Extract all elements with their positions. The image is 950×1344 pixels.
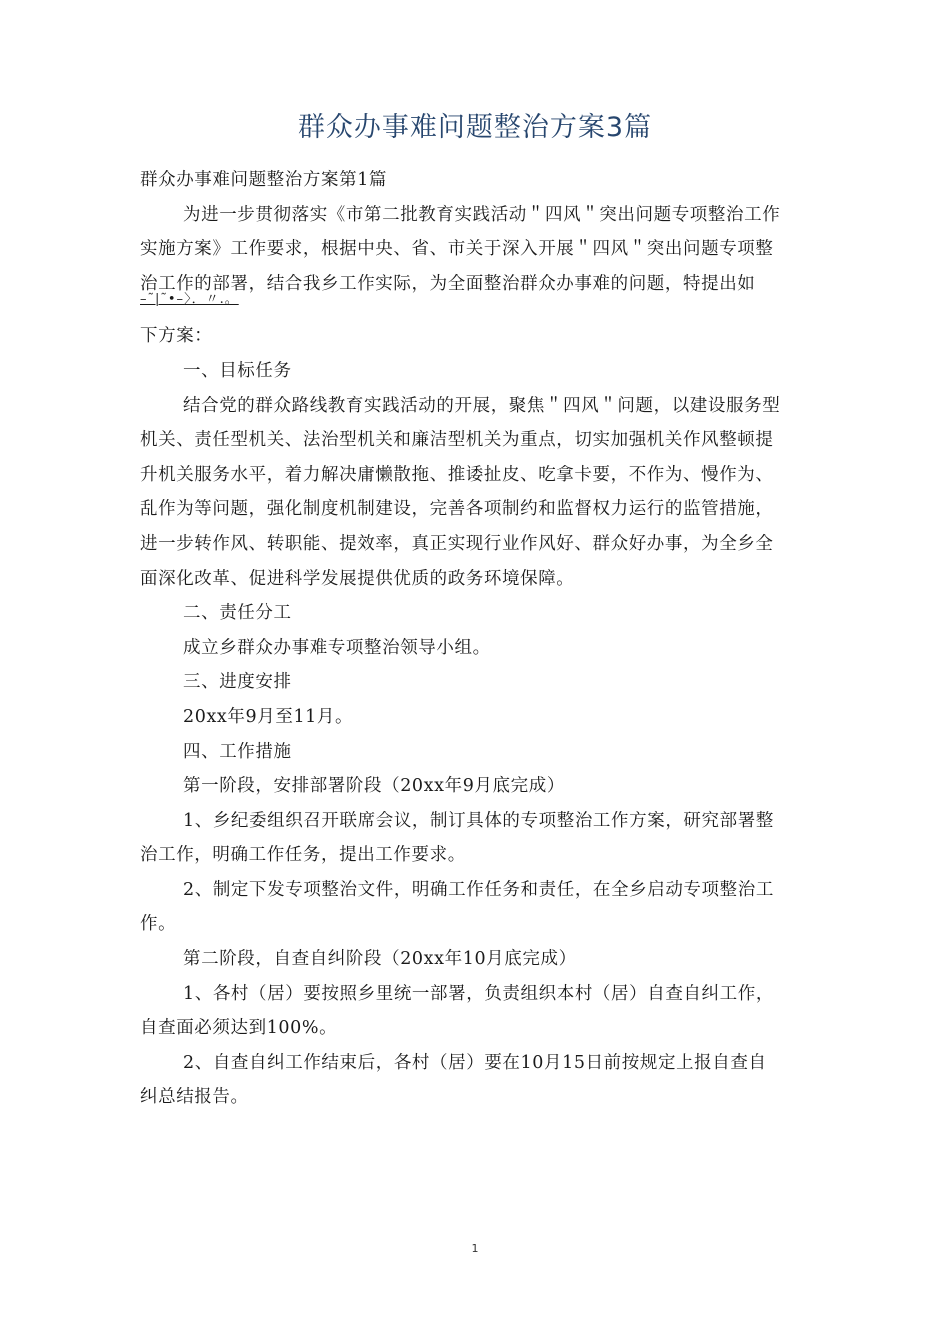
intro-line-1: 为进一步贯彻落实《市第二批教育实践活动＂四风＂突出问题专项整治工作 — [183, 204, 781, 225]
phase-1-item-2-line-2: 作。 — [140, 914, 177, 935]
document-title: 群众办事难问题整治方案3篇 — [297, 112, 653, 143]
phase-2-item-1-line-1: 1、各村（居）要按照乡里统一部署，负责组织本村（居）自查自纠工作， — [183, 983, 774, 1004]
phase-2-item-2-line-1: 2、自查自纠工作结束后，各村（居）要在10月15日前按规定上报自查自 — [183, 1052, 767, 1073]
intro-line-3: 治工作的部署，结合我乡工作实际，为全面整治群众办事难的问题，特提出如 — [140, 273, 756, 294]
phase-1-item-1-line-2: 治工作，明确工作任务，提出工作要求。 — [140, 845, 466, 866]
phase-2-item-1-line-2: 自查面必须达到100%。 — [140, 1018, 338, 1039]
section-heading-measures: 四、工作措施 — [183, 741, 292, 762]
intro-line-2: 实施方案》工作要求，根据中央、省、市关于深入开展＂四风＂突出问题专项整 — [140, 239, 774, 260]
goals-line-2: 机关、责任型机关、法治型机关和廉洁型机关为重点，切实加强机关作风整顿提 — [140, 430, 774, 451]
section-heading-schedule: 三、进度安排 — [183, 672, 292, 693]
section-heading-responsibility: 二、责任分工 — [183, 603, 292, 624]
responsibility-text: 成立乡群众办事难专项整治领导小组。 — [183, 637, 491, 658]
goals-line-3: 升机关服务水平，着力解决庸懒散拖、推诿扯皮、吃拿卡要，不作为、慢作为、 — [140, 464, 774, 485]
goals-line-4: 乱作为等问题，强化制度机制建设，完善各项制约和监督权力运行的监管措施， — [140, 499, 774, 520]
document-body — [140, 163, 816, 1115]
garbled-text-b: 〉．〃.。 — [184, 292, 239, 308]
page-number: 1 — [471, 1242, 479, 1255]
garbled-text-a: –˜|˜•– — [140, 292, 185, 308]
phase-1-item-2-line-1: 2、制定下发专项整治文件，明确工作任务和责任，在全乡启动专项整治工 — [183, 879, 774, 900]
schedule-text: 20xx年9月至11月。 — [183, 706, 354, 727]
phase-2-item-2-line-2: 纠总结报告。 — [140, 1087, 249, 1108]
goals-line-5: 进一步转作风、转职能、提效率，真正实现行业作风好、群众好办事，为全乡全 — [140, 533, 774, 554]
plan-line: 下方案： — [140, 326, 213, 347]
phase-1-heading: 第一阶段，安排部署阶段（20xx年9月底完成） — [183, 776, 565, 797]
goals-line-1: 结合党的群众路线教育实践活动的开展，聚焦＂四风＂问题，以建设服务型 — [183, 395, 781, 416]
phase-2-heading: 第二阶段，自查自纠阶段（20xx年10月底完成） — [183, 949, 577, 970]
document-subtitle: 群众办事难问题整治方案第1篇 — [140, 170, 388, 190]
section-heading-goals: 一、目标任务 — [183, 360, 292, 381]
phase-1-item-1-line-1: 1、乡纪委组织召开联席会议，制订具体的专项整治工作方案，研究部署整 — [183, 810, 774, 831]
goals-line-6: 面深化改革、促进科学发展提供优质的政务环境保障。 — [140, 568, 575, 589]
